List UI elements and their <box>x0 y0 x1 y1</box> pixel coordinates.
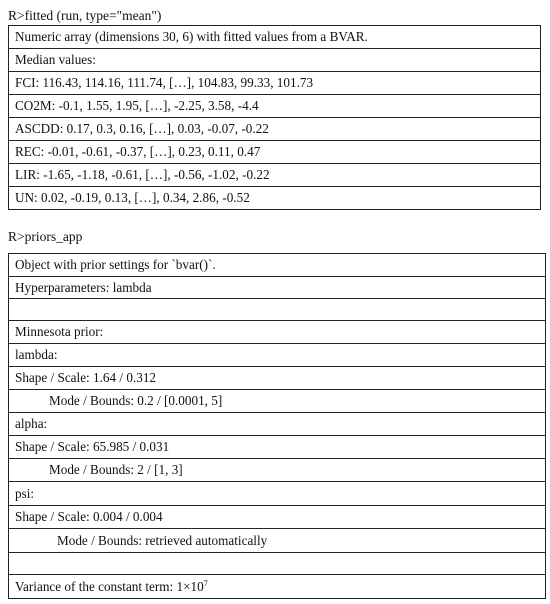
priors-row-psi-shape: Shape / Scale: 0.004 / 0.004 <box>8 505 546 528</box>
fitted-row-lir: LIR: -1.65, -1.18, -0.61, […], -0.56, -1.02, -0.22 <box>8 163 541 186</box>
fitted-row-co2m: CO2M: -0.1, 1.55, 1.95, […], -2.25, 3.58, -4.4 <box>8 94 541 117</box>
prompt-symbol: R> <box>8 8 25 23</box>
prompt-symbol: R> <box>8 229 25 244</box>
priors-output-table <box>8 253 546 599</box>
priors-row-minnesota: Minnesota prior: <box>8 320 546 343</box>
fitted-output-table <box>8 25 541 209</box>
priors-command: priors_app <box>24 229 83 244</box>
exponent: 7 <box>203 579 208 588</box>
fitted-row-fci: FCI: 116.43, 114.16, 111.74, […], 104.83, 99.33, 101.73 <box>8 71 541 94</box>
priors-row-object: Object with prior settings for `bvar()`. <box>8 253 546 276</box>
priors-row-blank-2 <box>8 552 546 574</box>
fitted-row-rec: REC: -0.01, -0.61, -0.37, […], 0.23, 0.11, 0.47 <box>8 140 541 163</box>
priors-row-lambda-shape: Shape / Scale: 1.64 / 0.312 <box>8 366 546 389</box>
fitted-command: fitted (run, type="mean") <box>24 8 162 23</box>
priors-row-blank <box>8 298 546 320</box>
priors-row-hyperparameters: Hyperparameters: lambda <box>8 276 546 298</box>
priors-row-lambda-mode: Mode / Bounds: 0.2 / [0.0001, 5] <box>8 389 546 412</box>
priors-command-line <box>8 227 82 247</box>
fitted-row-description: Numeric array (dimensions 30, 6) with fitted values from a BVAR. <box>8 25 541 48</box>
fitted-row-median-heading: Median values: <box>8 48 541 71</box>
fitted-row-ascdd: ASCDD: 0.17, 0.3, 0.16, […], 0.03, -0.07, -0.22 <box>8 117 541 140</box>
priors-row-psi: psi: <box>8 481 546 505</box>
fitted-row-un: UN: 0.02, -0.19, 0.13, […], 0.34, 2.86, -0.52 <box>8 186 541 210</box>
priors-row-alpha: alpha: <box>8 412 546 435</box>
priors-row-alpha-mode: Mode / Bounds: 2 / [1, 3] <box>8 458 546 481</box>
priors-row-lambda: lambda: <box>8 343 546 366</box>
priors-row-psi-mode: Mode / Bounds: retrieved automatically <box>8 528 546 552</box>
priors-row-variance: Variance of the constant term: $1\times 10^7$ <box>8 574 546 599</box>
fitted-command-line <box>8 6 161 26</box>
priors-row-alpha-shape: Shape / Scale: 65.985 / 0.031 <box>8 435 546 458</box>
